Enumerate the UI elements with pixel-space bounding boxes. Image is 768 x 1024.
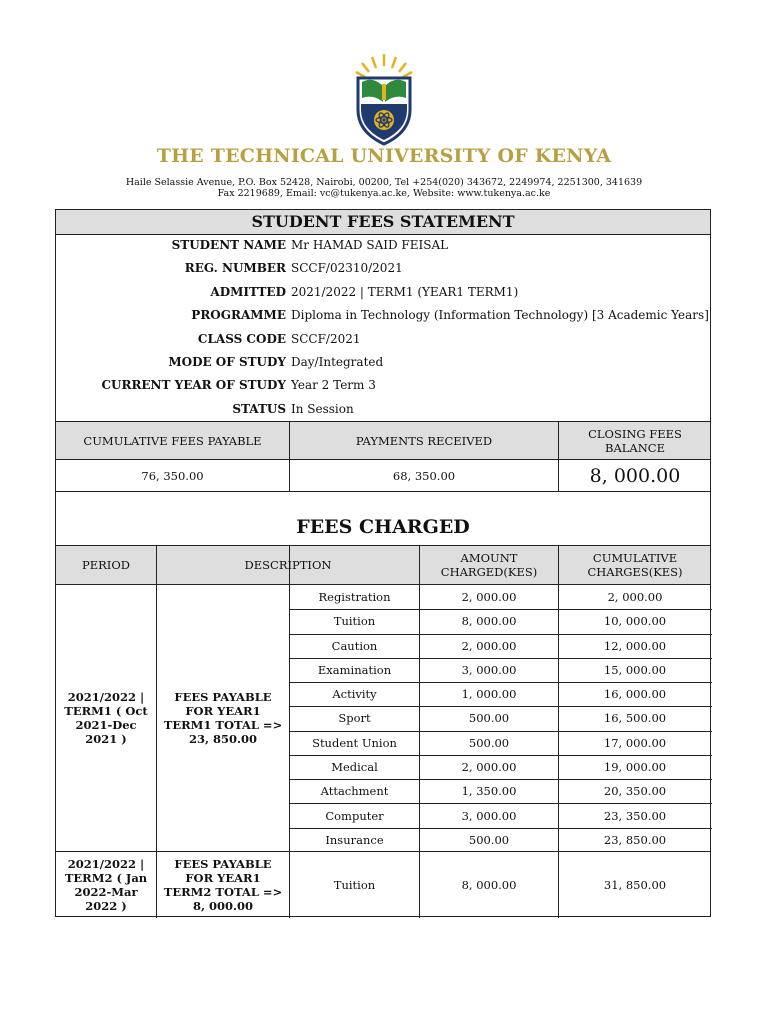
row-divider — [289, 755, 712, 756]
item-amount: 8, 000.00 — [461, 614, 517, 629]
info-row — [56, 282, 710, 302]
info-row — [56, 375, 710, 395]
item-cumulative: 19, 000.00 — [603, 760, 667, 774]
item-amount: 1, 000.00 — [461, 687, 517, 702]
item-name: Caution — [331, 638, 378, 653]
item-cumulative: 16, 000.00 — [603, 687, 667, 702]
row-divider — [289, 803, 712, 804]
info-label: STUDENT NAME — [171, 238, 286, 252]
item-name: Insurance — [325, 832, 384, 847]
info-label: REG. NUMBER — [184, 261, 286, 276]
item-amount: 2, 000.00 — [461, 590, 517, 605]
address-line-2: Fax 2219689, Email: vc@tukenya.ac.ke, Website: www.tukenya.ac.ke — [217, 188, 551, 199]
item-cumulative: 20, 350.00 — [603, 784, 667, 799]
info-value: SCCF/02310/2021 — [291, 261, 403, 276]
header-period: PERIOD — [82, 558, 130, 572]
item-amount: 2, 000.00 — [461, 638, 517, 653]
info-label: CLASS CODE — [197, 331, 286, 346]
item-cumulative: 10, 000.00 — [603, 614, 667, 629]
summary-header-balance: CLOSING FEES BALANCE — [588, 426, 682, 455]
info-value: Day/Integrated — [291, 355, 384, 369]
item-name: Attachment — [320, 784, 389, 799]
item-cumulative: 31, 850.00 — [603, 878, 667, 892]
info-row — [56, 352, 710, 372]
row-divider — [289, 731, 712, 732]
item-name: Activity — [332, 687, 377, 702]
item-name: Medical — [331, 760, 378, 774]
row-divider — [289, 609, 712, 610]
info-value: Year 2 Term 3 — [291, 378, 376, 393]
item-name: Sport — [338, 711, 371, 726]
header-description: DESCRIPTION — [244, 558, 332, 572]
item-amount: 3, 000.00 — [461, 808, 517, 823]
item-amount: 2, 000.00 — [461, 760, 517, 774]
address-line-1: Haile Selassie Avenue, P.O. Box 52428, Nairobi, 00200, Tel +254(020) 343672, 2249974, 2251300, 341639 — [125, 177, 643, 188]
sun-rays-icon — [356, 54, 412, 77]
item-amount: 500.00 — [468, 711, 510, 726]
item-cumulative: 23, 350.00 — [603, 808, 667, 823]
fees-charged-title: FEES CHARGED — [296, 516, 470, 538]
item-cumulative: 2, 000.00 — [607, 590, 663, 605]
item-name: Tuition — [333, 878, 376, 892]
row-divider — [289, 682, 712, 683]
info-value: Diploma in Technology (Information Technology) [3 Academic Years] — [291, 308, 709, 323]
row-divider — [289, 828, 712, 829]
info-label: ADMITTED — [210, 284, 286, 299]
row-divider — [289, 658, 712, 659]
row-divider — [289, 634, 712, 635]
item-amount: 500.00 — [468, 832, 510, 847]
info-label: STATUS — [232, 401, 286, 416]
info-label: CURRENT YEAR OF STUDY — [101, 378, 286, 393]
info-value: In Session — [291, 401, 354, 416]
info-label: PROGRAMME — [191, 308, 286, 323]
info-value: SCCF/2021 — [291, 331, 361, 346]
payments-received-value: 68, 350.00 — [392, 468, 456, 483]
summary-header-cumulative: CUMULATIVE FEES PAYABLE — [83, 433, 262, 448]
row-divider — [289, 706, 712, 707]
info-row — [56, 329, 710, 349]
info-row — [56, 235, 710, 255]
item-amount: 8, 000.00 — [461, 878, 517, 892]
item-name: Student Union — [312, 735, 397, 750]
item-name: Registration — [318, 590, 391, 605]
item-amount: 3, 000.00 — [461, 662, 517, 677]
item-cumulative: 16, 500.00 — [603, 711, 667, 726]
cumulative-fees-value: 76, 350.00 — [141, 468, 204, 483]
header-amount-charged: AMOUNT CHARGED(KES) — [440, 551, 538, 579]
item-cumulative: 12, 000.00 — [603, 638, 667, 653]
item-amount: 1, 350.00 — [461, 784, 517, 799]
info-row — [56, 258, 710, 278]
item-cumulative: 15, 000.00 — [603, 662, 667, 677]
row-divider — [289, 779, 712, 780]
info-value: 2021/2022 | TERM1 (YEAR1 TERM1) — [291, 284, 519, 299]
info-row — [56, 399, 710, 419]
item-name: Computer — [325, 808, 384, 823]
item-amount: 500.00 — [468, 735, 510, 750]
item-name: Tuition — [333, 614, 376, 629]
university-name: THE TECHNICAL UNIVERSITY OF KENYA — [156, 145, 612, 167]
summary-header-payments: PAYMENTS RECEIVED — [355, 433, 493, 448]
item-name: Examination — [317, 662, 392, 677]
fees-statement-frame — [55, 209, 711, 917]
info-value: Mr HAMAD SAID FEISAL — [291, 238, 449, 252]
description-term2: FEES PAYABLE FOR YEAR1 TERM2 TOTAL => 8, 000.00 — [163, 857, 283, 913]
statement-title: STUDENT FEES STATEMENT — [56, 210, 710, 234]
info-row — [56, 305, 710, 325]
closing-balance-value: 8, 000.00 — [589, 464, 681, 487]
header-cumulative-charges: CUMULATIVE CHARGES(KES) — [587, 551, 683, 579]
item-cumulative: 17, 000.00 — [603, 735, 667, 750]
description-term1: FEES PAYABLE FOR YEAR1 TERM1 TOTAL => 23, 850.00 — [163, 690, 283, 746]
info-label: MODE OF STUDY — [168, 355, 286, 369]
period-term1: 2021/2022 | TERM1 ( Oct 2021-Dec 2021 ) — [64, 690, 148, 746]
period-term2: 2021/2022 | TERM2 ( Jan 2022-Mar 2022 ) — [64, 857, 148, 913]
item-cumulative: 23, 850.00 — [603, 832, 667, 847]
university-logo — [352, 52, 416, 146]
